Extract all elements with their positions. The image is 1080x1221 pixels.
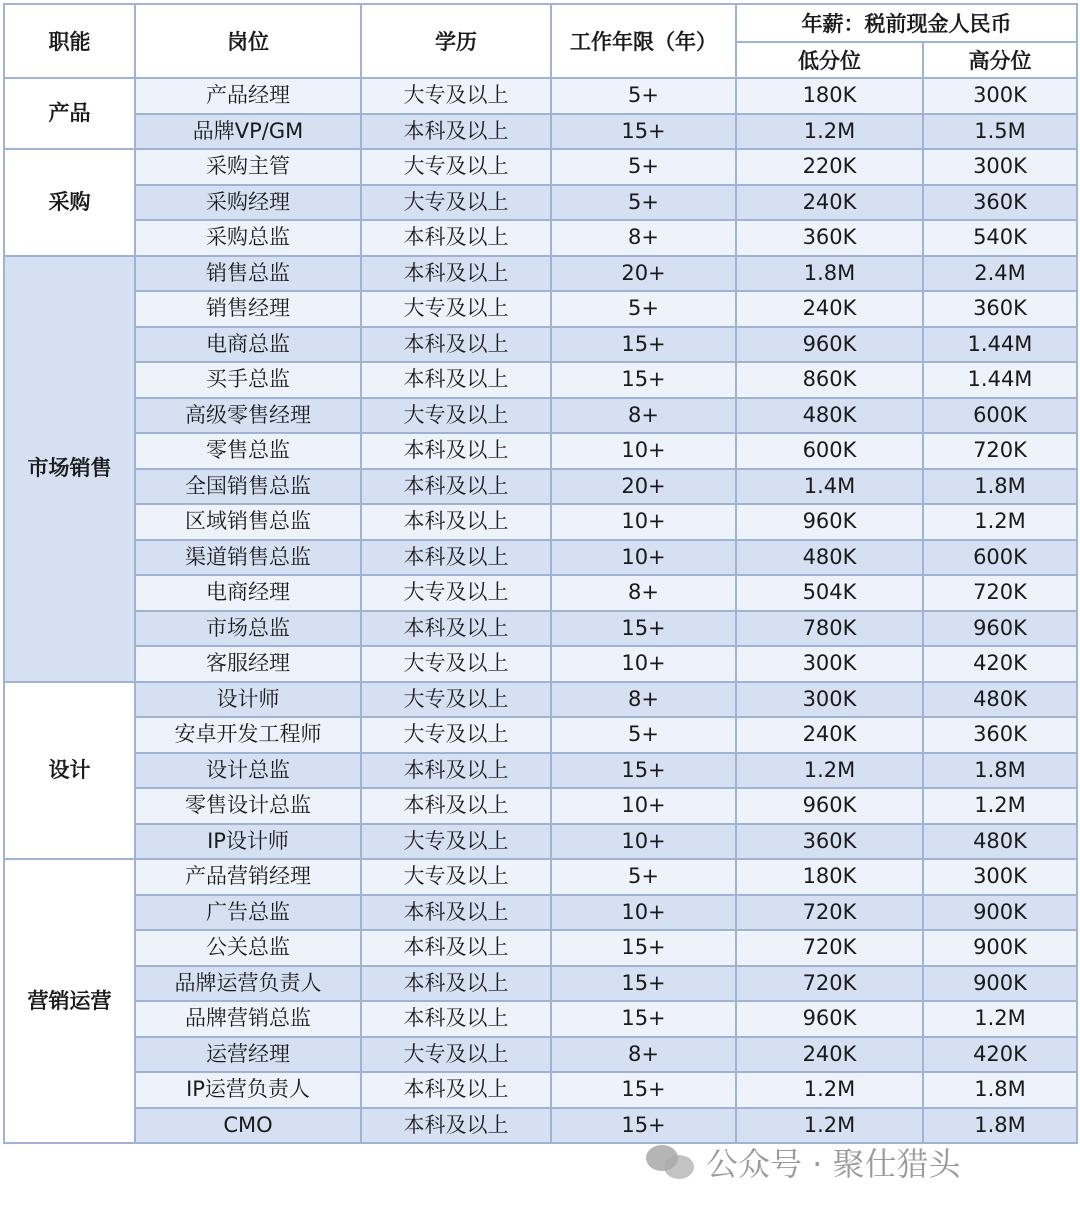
low-salary-cell: 960K <box>736 1001 923 1037</box>
position-cell: 渠道销售总监 <box>135 540 361 576</box>
years-cell: 20+ <box>551 256 736 292</box>
position-cell: 销售经理 <box>135 291 361 327</box>
header-salary: 年薪：税前现金人民币 <box>736 4 1077 42</box>
education-cell: 本科及以上 <box>361 966 551 1002</box>
position-cell: 设计总监 <box>135 753 361 789</box>
high-salary-cell: 900K <box>923 895 1077 931</box>
education-cell: 本科及以上 <box>361 220 551 256</box>
watermark-text: 公众号 · 聚仕猎头 <box>706 1145 961 1183</box>
education-cell: 本科及以上 <box>361 1072 551 1108</box>
high-salary-cell: 300K <box>923 859 1077 895</box>
education-cell: 本科及以上 <box>361 327 551 363</box>
table-row <box>4 1001 1077 1037</box>
low-salary-cell: 720K <box>736 930 923 966</box>
low-salary-cell: 240K <box>736 291 923 327</box>
header-high: 高分位 <box>923 42 1077 78</box>
position-cell: 采购主管 <box>135 149 361 185</box>
high-salary-cell: 300K <box>923 78 1077 114</box>
education-cell: 大专及以上 <box>361 824 551 860</box>
high-salary-cell: 2.4M <box>923 256 1077 292</box>
education-cell: 大专及以上 <box>361 717 551 753</box>
position-cell: 电商经理 <box>135 575 361 611</box>
high-salary-cell: 720K <box>923 575 1077 611</box>
table-row <box>4 930 1077 966</box>
position-cell: 产品营销经理 <box>135 859 361 895</box>
low-salary-cell: 1.2M <box>736 753 923 789</box>
low-salary-cell: 180K <box>736 78 923 114</box>
table-row <box>4 114 1077 150</box>
education-cell: 本科及以上 <box>361 256 551 292</box>
years-cell: 15+ <box>551 362 736 398</box>
years-cell: 10+ <box>551 646 736 682</box>
table-row <box>4 717 1077 753</box>
years-cell: 5+ <box>551 149 736 185</box>
function-cell: 市场销售 <box>4 256 135 682</box>
table-row <box>4 540 1077 576</box>
high-salary-cell: 480K <box>923 682 1077 718</box>
years-cell: 8+ <box>551 575 736 611</box>
table-row <box>4 220 1077 256</box>
high-salary-cell: 300K <box>923 149 1077 185</box>
table-row <box>4 753 1077 789</box>
watermark <box>646 1141 961 1183</box>
years-cell: 5+ <box>551 717 736 753</box>
high-salary-cell: 1.44M <box>923 327 1077 363</box>
table-row <box>4 611 1077 647</box>
low-salary-cell: 1.2M <box>736 1108 923 1144</box>
education-cell: 大专及以上 <box>361 575 551 611</box>
years-cell: 15+ <box>551 930 736 966</box>
low-salary-cell: 1.8M <box>736 256 923 292</box>
years-cell: 10+ <box>551 504 736 540</box>
low-salary-cell: 1.2M <box>736 114 923 150</box>
high-salary-cell: 900K <box>923 966 1077 1002</box>
position-cell: 市场总监 <box>135 611 361 647</box>
salary-table <box>3 3 1078 1144</box>
table-row <box>4 362 1077 398</box>
high-salary-cell: 420K <box>923 1037 1077 1073</box>
low-salary-cell: 300K <box>736 646 923 682</box>
high-salary-cell: 1.8M <box>923 1072 1077 1108</box>
table-row <box>4 682 1077 718</box>
education-cell: 本科及以上 <box>361 504 551 540</box>
header-low: 低分位 <box>736 42 923 78</box>
education-cell: 本科及以上 <box>361 362 551 398</box>
years-cell: 10+ <box>551 788 736 824</box>
years-cell: 15+ <box>551 1108 736 1144</box>
header-func: 职能 <box>4 4 135 78</box>
table-body <box>4 78 1077 1143</box>
years-cell: 8+ <box>551 1037 736 1073</box>
header-years: 工作年限（年） <box>551 4 736 78</box>
table-row <box>4 256 1077 292</box>
table-row <box>4 966 1077 1002</box>
position-cell: 全国销售总监 <box>135 469 361 505</box>
years-cell: 15+ <box>551 327 736 363</box>
education-cell: 本科及以上 <box>361 114 551 150</box>
high-salary-cell: 360K <box>923 717 1077 753</box>
function-cell: 采购 <box>4 149 135 256</box>
education-cell: 大专及以上 <box>361 149 551 185</box>
high-salary-cell: 360K <box>923 291 1077 327</box>
high-salary-cell: 1.2M <box>923 504 1077 540</box>
function-cell: 产品 <box>4 78 135 149</box>
position-cell: IP运营负责人 <box>135 1072 361 1108</box>
education-cell: 大专及以上 <box>361 78 551 114</box>
wechat-icon <box>646 1143 696 1181</box>
position-cell: 客服经理 <box>135 646 361 682</box>
low-salary-cell: 240K <box>736 185 923 221</box>
table-row <box>4 291 1077 327</box>
low-salary-cell: 860K <box>736 362 923 398</box>
position-cell: 安卓开发工程师 <box>135 717 361 753</box>
education-cell: 本科及以上 <box>361 611 551 647</box>
table-row <box>4 824 1077 860</box>
header-position: 岗位 <box>135 4 361 78</box>
low-salary-cell: 360K <box>736 824 923 860</box>
low-salary-cell: 720K <box>736 966 923 1002</box>
education-cell: 本科及以上 <box>361 1108 551 1144</box>
years-cell: 15+ <box>551 1072 736 1108</box>
years-cell: 15+ <box>551 1001 736 1037</box>
table-row <box>4 469 1077 505</box>
high-salary-cell: 960K <box>923 611 1077 647</box>
low-salary-cell: 960K <box>736 788 923 824</box>
years-cell: 8+ <box>551 220 736 256</box>
low-salary-cell: 180K <box>736 859 923 895</box>
education-cell: 本科及以上 <box>361 895 551 931</box>
high-salary-cell: 1.8M <box>923 753 1077 789</box>
years-cell: 15+ <box>551 966 736 1002</box>
years-cell: 5+ <box>551 78 736 114</box>
education-cell: 本科及以上 <box>361 469 551 505</box>
education-cell: 本科及以上 <box>361 753 551 789</box>
low-salary-cell: 1.2M <box>736 1072 923 1108</box>
education-cell: 本科及以上 <box>361 1001 551 1037</box>
position-cell: 公关总监 <box>135 930 361 966</box>
position-cell: 零售设计总监 <box>135 788 361 824</box>
table-row <box>4 575 1077 611</box>
table-row <box>4 895 1077 931</box>
years-cell: 15+ <box>551 753 736 789</box>
position-cell: 高级零售经理 <box>135 398 361 434</box>
low-salary-cell: 600K <box>736 433 923 469</box>
years-cell: 10+ <box>551 433 736 469</box>
education-cell: 本科及以上 <box>361 433 551 469</box>
high-salary-cell: 420K <box>923 646 1077 682</box>
high-salary-cell: 1.2M <box>923 788 1077 824</box>
education-cell: 大专及以上 <box>361 682 551 718</box>
position-cell: 买手总监 <box>135 362 361 398</box>
education-cell: 大专及以上 <box>361 859 551 895</box>
years-cell: 5+ <box>551 859 736 895</box>
education-cell: 大专及以上 <box>361 291 551 327</box>
high-salary-cell: 480K <box>923 824 1077 860</box>
low-salary-cell: 240K <box>736 717 923 753</box>
years-cell: 15+ <box>551 611 736 647</box>
position-cell: 产品经理 <box>135 78 361 114</box>
table-row <box>4 327 1077 363</box>
high-salary-cell: 1.2M <box>923 1001 1077 1037</box>
low-salary-cell: 300K <box>736 682 923 718</box>
low-salary-cell: 504K <box>736 575 923 611</box>
function-cell: 营销运营 <box>4 859 135 1143</box>
high-salary-cell: 1.5M <box>923 114 1077 150</box>
years-cell: 5+ <box>551 291 736 327</box>
position-cell: 销售总监 <box>135 256 361 292</box>
table-row <box>4 149 1077 185</box>
table-row <box>4 1108 1077 1144</box>
position-cell: 零售总监 <box>135 433 361 469</box>
low-salary-cell: 720K <box>736 895 923 931</box>
position-cell: 品牌VP/GM <box>135 114 361 150</box>
position-cell: 电商总监 <box>135 327 361 363</box>
function-cell: 设计 <box>4 682 135 860</box>
table-row <box>4 788 1077 824</box>
table-row <box>4 646 1077 682</box>
position-cell: 品牌运营负责人 <box>135 966 361 1002</box>
years-cell: 15+ <box>551 114 736 150</box>
years-cell: 20+ <box>551 469 736 505</box>
high-salary-cell: 360K <box>923 185 1077 221</box>
years-cell: 10+ <box>551 540 736 576</box>
high-salary-cell: 1.44M <box>923 362 1077 398</box>
education-cell: 大专及以上 <box>361 185 551 221</box>
table-row <box>4 78 1077 114</box>
table-row <box>4 1037 1077 1073</box>
high-salary-cell: 720K <box>923 433 1077 469</box>
education-cell: 大专及以上 <box>361 1037 551 1073</box>
low-salary-cell: 220K <box>736 149 923 185</box>
high-salary-cell: 600K <box>923 540 1077 576</box>
high-salary-cell: 1.8M <box>923 469 1077 505</box>
table-row <box>4 398 1077 434</box>
years-cell: 8+ <box>551 682 736 718</box>
education-cell: 本科及以上 <box>361 788 551 824</box>
low-salary-cell: 1.4M <box>736 469 923 505</box>
education-cell: 大专及以上 <box>361 646 551 682</box>
position-cell: 品牌营销总监 <box>135 1001 361 1037</box>
high-salary-cell: 1.8M <box>923 1108 1077 1144</box>
education-cell: 本科及以上 <box>361 540 551 576</box>
years-cell: 10+ <box>551 824 736 860</box>
table-row <box>4 504 1077 540</box>
high-salary-cell: 540K <box>923 220 1077 256</box>
position-cell: CMO <box>135 1108 361 1144</box>
low-salary-cell: 960K <box>736 504 923 540</box>
low-salary-cell: 780K <box>736 611 923 647</box>
position-cell: 设计师 <box>135 682 361 718</box>
table-row <box>4 185 1077 221</box>
education-cell: 大专及以上 <box>361 398 551 434</box>
low-salary-cell: 240K <box>736 1037 923 1073</box>
header-education: 学历 <box>361 4 551 78</box>
table-header <box>4 4 1077 78</box>
position-cell: 区域销售总监 <box>135 504 361 540</box>
low-salary-cell: 360K <box>736 220 923 256</box>
high-salary-cell: 900K <box>923 930 1077 966</box>
table-row <box>4 433 1077 469</box>
position-cell: 采购总监 <box>135 220 361 256</box>
position-cell: IP设计师 <box>135 824 361 860</box>
low-salary-cell: 480K <box>736 540 923 576</box>
position-cell: 采购经理 <box>135 185 361 221</box>
years-cell: 10+ <box>551 895 736 931</box>
table-row <box>4 1072 1077 1108</box>
position-cell: 广告总监 <box>135 895 361 931</box>
education-cell: 本科及以上 <box>361 930 551 966</box>
years-cell: 5+ <box>551 185 736 221</box>
position-cell: 运营经理 <box>135 1037 361 1073</box>
table-row <box>4 859 1077 895</box>
years-cell: 8+ <box>551 398 736 434</box>
low-salary-cell: 960K <box>736 327 923 363</box>
low-salary-cell: 480K <box>736 398 923 434</box>
high-salary-cell: 600K <box>923 398 1077 434</box>
